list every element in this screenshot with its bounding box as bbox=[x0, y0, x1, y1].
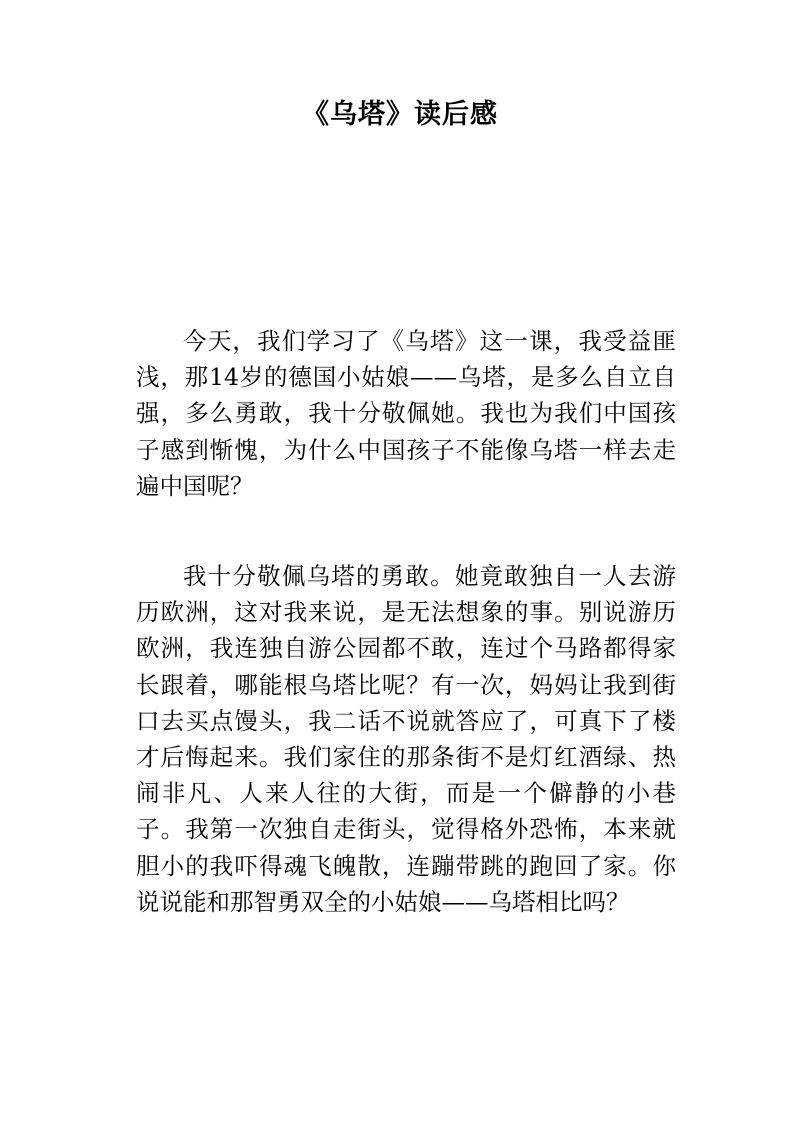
document-body bbox=[136, 323, 676, 920]
paragraph-2: 我十分敬佩乌塔的勇敢。她竟敢独自一人去游历欧洲，这对我来说，是无法想象的事。别说游历欧洲，我连独自游公园都不敢，连过个马路都得家长跟着，哪能根乌塔比呢？有一次，妈妈让我到街口去买点馒头，我二话不说就答应了，可真下了楼才后悔起来。我们家住的那条街不是灯红酒绿、热闹非凡、人来人往的大街，而是一个僻静的小巷子。我第一次独自走街头，觉得格外恐怖，本来就胆小的我吓得魂飞魄散，连蹦带跳的跑回了家。你说说能和那智勇双全的小姑娘——乌塔相比吗？ bbox=[136, 562, 676, 916]
document-title: 《乌塔》读后感 bbox=[302, 99, 498, 130]
paragraph-1: 今天，我们学习了《乌塔》这一课，我受益匪浅，那14岁的德国小姑娘——乌塔，是多么自立自强，多么勇敢，我十分敬佩她。我也为我们中国孩子感到惭愧，为什么中国孩子不能像乌塔一样去走遍中国呢？ bbox=[136, 327, 676, 500]
